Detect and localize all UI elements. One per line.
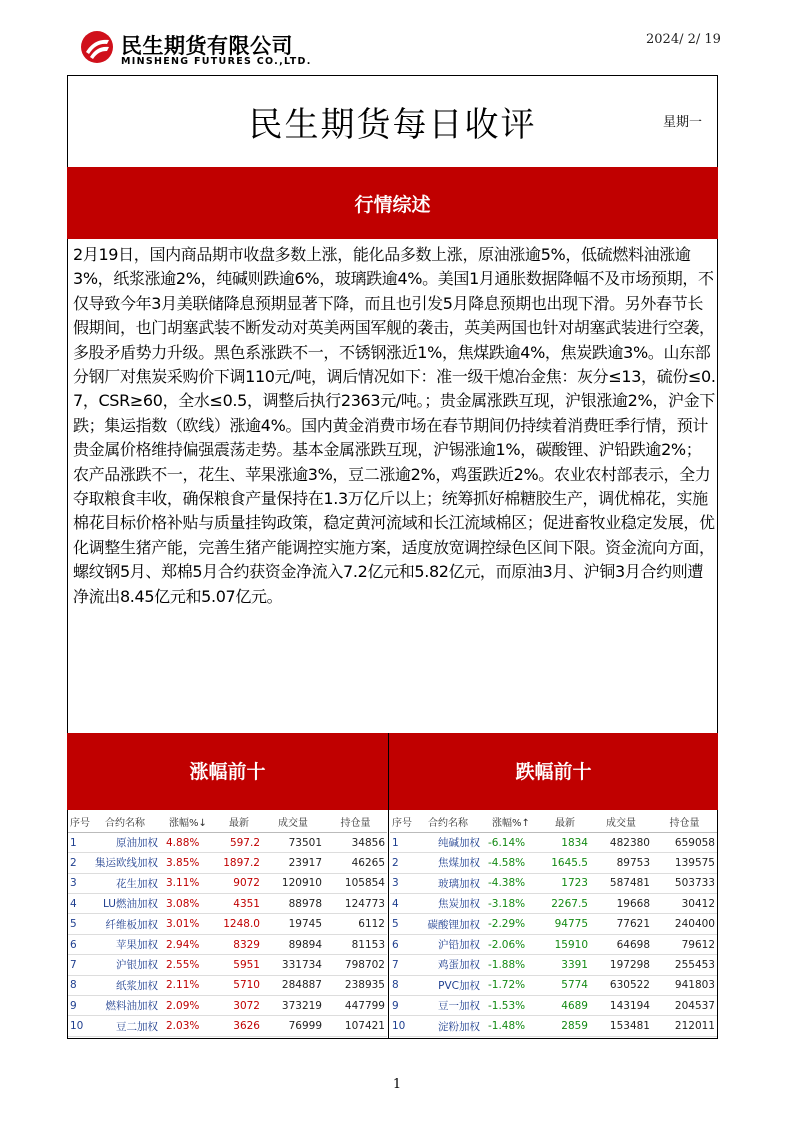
volume-cell: 89753 <box>590 853 652 873</box>
change-cell: -2.06% <box>482 934 540 954</box>
last-price-cell: 3072 <box>216 996 262 1016</box>
rank-cell: 7 <box>390 955 414 975</box>
volume-cell: 587481 <box>590 873 652 893</box>
rank-cell: 1 <box>390 832 414 852</box>
last-price-cell: 15910 <box>540 934 590 954</box>
contract-name-cell: 沪铅加权 <box>414 934 482 954</box>
rank-cell: 2 <box>68 853 90 873</box>
change-cell: 2.09% <box>160 996 216 1016</box>
table-row[interactable] <box>68 853 387 873</box>
contract-name-cell: 淀粉加权 <box>414 1016 482 1036</box>
volume-cell: 153481 <box>590 1016 652 1036</box>
change-cell: -2.29% <box>482 914 540 934</box>
table-header-row <box>390 812 717 832</box>
last-price-cell: 1834 <box>540 832 590 852</box>
page-header <box>0 0 794 75</box>
open-interest-cell: 6112 <box>324 914 387 934</box>
last-price-cell: 9072 <box>216 873 262 893</box>
volume-cell: 630522 <box>590 975 652 995</box>
contract-name-cell: 纤维板加权 <box>90 914 160 934</box>
change-cell: 3.11% <box>160 873 216 893</box>
table-row[interactable] <box>68 894 387 914</box>
last-price-cell: 2859 <box>540 1016 590 1036</box>
last-price-cell: 5951 <box>216 955 262 975</box>
volume-cell: 373219 <box>262 996 324 1016</box>
contract-name-cell: 玻璃加权 <box>414 873 482 893</box>
open-interest-cell: 139575 <box>652 853 717 873</box>
open-interest-cell: 34856 <box>324 832 387 852</box>
title-section <box>67 75 718 167</box>
contract-name-cell: 豆二加权 <box>90 1016 160 1036</box>
change-cell: 3.85% <box>160 853 216 873</box>
table-row[interactable] <box>390 955 717 975</box>
table-row[interactable] <box>68 873 387 893</box>
rank-cell: 4 <box>390 894 414 914</box>
open-interest-cell: 204537 <box>652 996 717 1016</box>
contract-name-cell: LU燃油加权 <box>90 894 160 914</box>
change-cell: -3.18% <box>482 894 540 914</box>
volume-cell: 482380 <box>590 832 652 852</box>
change-cell: -1.53% <box>482 996 540 1016</box>
volume-cell: 143194 <box>590 996 652 1016</box>
open-interest-cell: 255453 <box>652 955 717 975</box>
company-name-cn: 民生期货有限公司 <box>121 34 293 58</box>
column-header[interactable]: 成交量 <box>590 812 652 832</box>
column-header[interactable]: 成交量 <box>262 812 324 832</box>
overview-text: 2月19日，国内商品期市收盘多数上涨，能化品多数上涨，原油涨逾5%，低硫燃料油涨逾3%，纸浆涨逾2%，纯碱则跌逾6%，玻璃跌逾4%。美国1月通胀数据降幅不及市场预期，不仅导致今年3月美联储降息预期显著下降，而且也引发5月降息预期也出现下滑。另外春节长假期间，也门胡塞武装不断发动对英美两国军舰的袭击，英美两国也针对胡塞武装进行空袭，多股矛盾势力升级。黑色系涨跌不一，不锈钢涨近1%，焦煤跌逾4%，焦炭跌逾3%。山东部分钢厂对焦炭采购价下调110元/吨，调后情况如下：准一级干熄冶金焦：灰分≤13，硫份≤0.7，CSR≥60，全水≤0.5，调整后执行2363元/吨。；贵金属涨跌互现，沪银涨逾2%，沪金下跌；集运指数（欧线）涨逾4%。国内黄金消费市场在春节期间仍持续着消费旺季行情，预计贵金属价格维持偏强震荡走势。基本金属涨跌互现，沪锡涨逾1%，碳酸锂、沪铅跌逾2%；农产品涨跌不一，花生、苹果涨逾3%，豆二涨逾2%，鸡蛋跌近2%。农业农村部表示，全力夺取粮食丰收，确保粮食产量保持在1.3万亿斤以上；统筹抓好棉糖胶生产，调优棉花，实施棉花目标价格补贴与质量挂钩政策，稳定黄河流域和长江流域棉区；促进畜牧业稳定发展，优化调整生猪产能，完善生猪产能调控实施方案，适度放宽调控绿色区间下限。资金流向方面，螺纹钢5月、郑棉5月合约获资金净流入7.2亿元和5.82亿元，而原油3月、沪铜3月合约则遭净流出8.45亿元和5.07亿元。 <box>73 245 716 606</box>
contract-name-cell: 碳酸锂加权 <box>414 914 482 934</box>
section-divider <box>388 733 389 1039</box>
rank-cell: 4 <box>68 894 90 914</box>
volume-cell: 19668 <box>590 894 652 914</box>
rank-cell: 3 <box>68 873 90 893</box>
rank-cell: 8 <box>390 975 414 995</box>
open-interest-cell: 798702 <box>324 955 387 975</box>
overview-heading: 行情综述 <box>67 167 718 239</box>
rank-cell: 6 <box>390 934 414 954</box>
column-header[interactable]: 最新 <box>216 812 262 832</box>
contract-name-cell: 集运欧线加权 <box>90 853 160 873</box>
open-interest-cell: 30412 <box>652 894 717 914</box>
volume-cell: 331734 <box>262 955 324 975</box>
change-cell: -4.38% <box>482 873 540 893</box>
column-header[interactable]: 序号 <box>68 812 90 832</box>
column-header[interactable]: 合约名称 <box>414 812 482 832</box>
volume-cell: 73501 <box>262 832 324 852</box>
rise-top10-table <box>68 812 387 1037</box>
rise-top10-heading: 涨幅前十 <box>67 733 388 810</box>
last-price-cell: 3391 <box>540 955 590 975</box>
table-row[interactable] <box>390 914 717 934</box>
table-row[interactable] <box>68 934 387 954</box>
last-price-cell: 1248.0 <box>216 914 262 934</box>
rank-cell: 6 <box>68 934 90 954</box>
last-price-cell: 5774 <box>540 975 590 995</box>
open-interest-cell: 212011 <box>652 1016 717 1036</box>
volume-cell: 77621 <box>590 914 652 934</box>
table-row[interactable] <box>390 975 717 995</box>
contract-name-cell: 焦炭加权 <box>414 894 482 914</box>
contract-name-cell: 鸡蛋加权 <box>414 955 482 975</box>
volume-cell: 88978 <box>262 894 324 914</box>
column-header[interactable]: 涨幅%↑ <box>482 812 540 832</box>
company-logo-icon <box>80 30 114 64</box>
table-row[interactable] <box>390 894 717 914</box>
column-header[interactable]: 涨幅%↓ <box>160 812 216 832</box>
volume-cell: 19745 <box>262 914 324 934</box>
change-cell: 2.55% <box>160 955 216 975</box>
last-price-cell: 4689 <box>540 996 590 1016</box>
volume-cell: 64698 <box>590 934 652 954</box>
rank-cell: 7 <box>68 955 90 975</box>
last-price-cell: 1645.5 <box>540 853 590 873</box>
table-row[interactable] <box>390 934 717 954</box>
volume-cell: 197298 <box>590 955 652 975</box>
last-price-cell: 5710 <box>216 975 262 995</box>
last-price-cell: 597.2 <box>216 832 262 852</box>
report-date: 2024/ 2/ 19 <box>646 32 721 47</box>
contract-name-cell: 纸浆加权 <box>90 975 160 995</box>
table-row[interactable] <box>68 914 387 934</box>
rank-cell: 2 <box>390 853 414 873</box>
change-cell: 3.01% <box>160 914 216 934</box>
rank-cell: 5 <box>390 914 414 934</box>
contract-name-cell: 纯碱加权 <box>414 832 482 852</box>
change-cell: -1.72% <box>482 975 540 995</box>
rank-cell: 8 <box>68 975 90 995</box>
report-weekday: 星期一 <box>663 115 703 130</box>
change-cell: 2.94% <box>160 934 216 954</box>
last-price-cell: 94775 <box>540 914 590 934</box>
rank-cell: 5 <box>68 914 90 934</box>
last-price-cell: 3626 <box>216 1016 262 1036</box>
open-interest-cell: 240400 <box>652 914 717 934</box>
rank-cell: 9 <box>68 996 90 1016</box>
open-interest-cell: 79612 <box>652 934 717 954</box>
change-cell: -1.48% <box>482 1016 540 1036</box>
contract-name-cell: 花生加权 <box>90 873 160 893</box>
open-interest-cell: 107421 <box>324 1016 387 1036</box>
change-cell: 4.88% <box>160 832 216 852</box>
open-interest-cell: 659058 <box>652 832 717 852</box>
column-header[interactable]: 持仓量 <box>652 812 717 832</box>
company-name-en: MINSHENG FUTURES CO.,LTD. <box>121 56 312 67</box>
rank-cell: 9 <box>390 996 414 1016</box>
open-interest-cell: 124773 <box>324 894 387 914</box>
table-row[interactable] <box>390 873 717 893</box>
page-number: 1 <box>392 1077 402 1092</box>
column-header[interactable]: 序号 <box>390 812 414 832</box>
change-cell: 2.03% <box>160 1016 216 1036</box>
table-row[interactable] <box>68 1016 387 1036</box>
table-row[interactable] <box>68 832 387 852</box>
contract-name-cell: 原油加权 <box>90 832 160 852</box>
open-interest-cell: 81153 <box>324 934 387 954</box>
rank-cell: 10 <box>68 1016 90 1036</box>
open-interest-cell: 447799 <box>324 996 387 1016</box>
open-interest-cell: 503733 <box>652 873 717 893</box>
change-cell: -6.14% <box>482 832 540 852</box>
table-row[interactable] <box>68 996 387 1016</box>
volume-cell: 76999 <box>262 1016 324 1036</box>
rank-cell: 10 <box>390 1016 414 1036</box>
table-row[interactable] <box>390 1016 717 1036</box>
contract-name-cell: 沪银加权 <box>90 955 160 975</box>
last-price-cell: 2267.5 <box>540 894 590 914</box>
report-title: 民生期货每日收评 <box>248 105 537 145</box>
change-cell: 3.08% <box>160 894 216 914</box>
volume-cell: 120910 <box>262 873 324 893</box>
column-header[interactable]: 持仓量 <box>324 812 387 832</box>
open-interest-cell: 105854 <box>324 873 387 893</box>
volume-cell: 23917 <box>262 853 324 873</box>
open-interest-cell: 46265 <box>324 853 387 873</box>
contract-name-cell: PVC加权 <box>414 975 482 995</box>
open-interest-cell: 238935 <box>324 975 387 995</box>
table-row[interactable] <box>68 975 387 995</box>
change-cell: -4.58% <box>482 853 540 873</box>
contract-name-cell: 焦煤加权 <box>414 853 482 873</box>
contract-name-cell: 苹果加权 <box>90 934 160 954</box>
table-row[interactable] <box>390 853 717 873</box>
table-header-row <box>68 812 387 832</box>
table-row[interactable] <box>390 832 717 852</box>
contract-name-cell: 燃料油加权 <box>90 996 160 1016</box>
fall-top10-heading: 跌幅前十 <box>389 733 718 810</box>
change-cell: 2.11% <box>160 975 216 995</box>
rank-cell: 1 <box>68 832 90 852</box>
last-price-cell: 1723 <box>540 873 590 893</box>
column-header[interactable]: 最新 <box>540 812 590 832</box>
table-row[interactable] <box>68 955 387 975</box>
table-row[interactable] <box>390 996 717 1016</box>
column-header[interactable]: 合约名称 <box>90 812 160 832</box>
change-cell: -1.88% <box>482 955 540 975</box>
open-interest-cell: 941803 <box>652 975 717 995</box>
rank-cell: 3 <box>390 873 414 893</box>
fall-top10-table <box>390 812 717 1037</box>
last-price-cell: 4351 <box>216 894 262 914</box>
volume-cell: 284887 <box>262 975 324 995</box>
last-price-cell: 8329 <box>216 934 262 954</box>
last-price-cell: 1897.2 <box>216 853 262 873</box>
contract-name-cell: 豆一加权 <box>414 996 482 1016</box>
volume-cell: 89894 <box>262 934 324 954</box>
